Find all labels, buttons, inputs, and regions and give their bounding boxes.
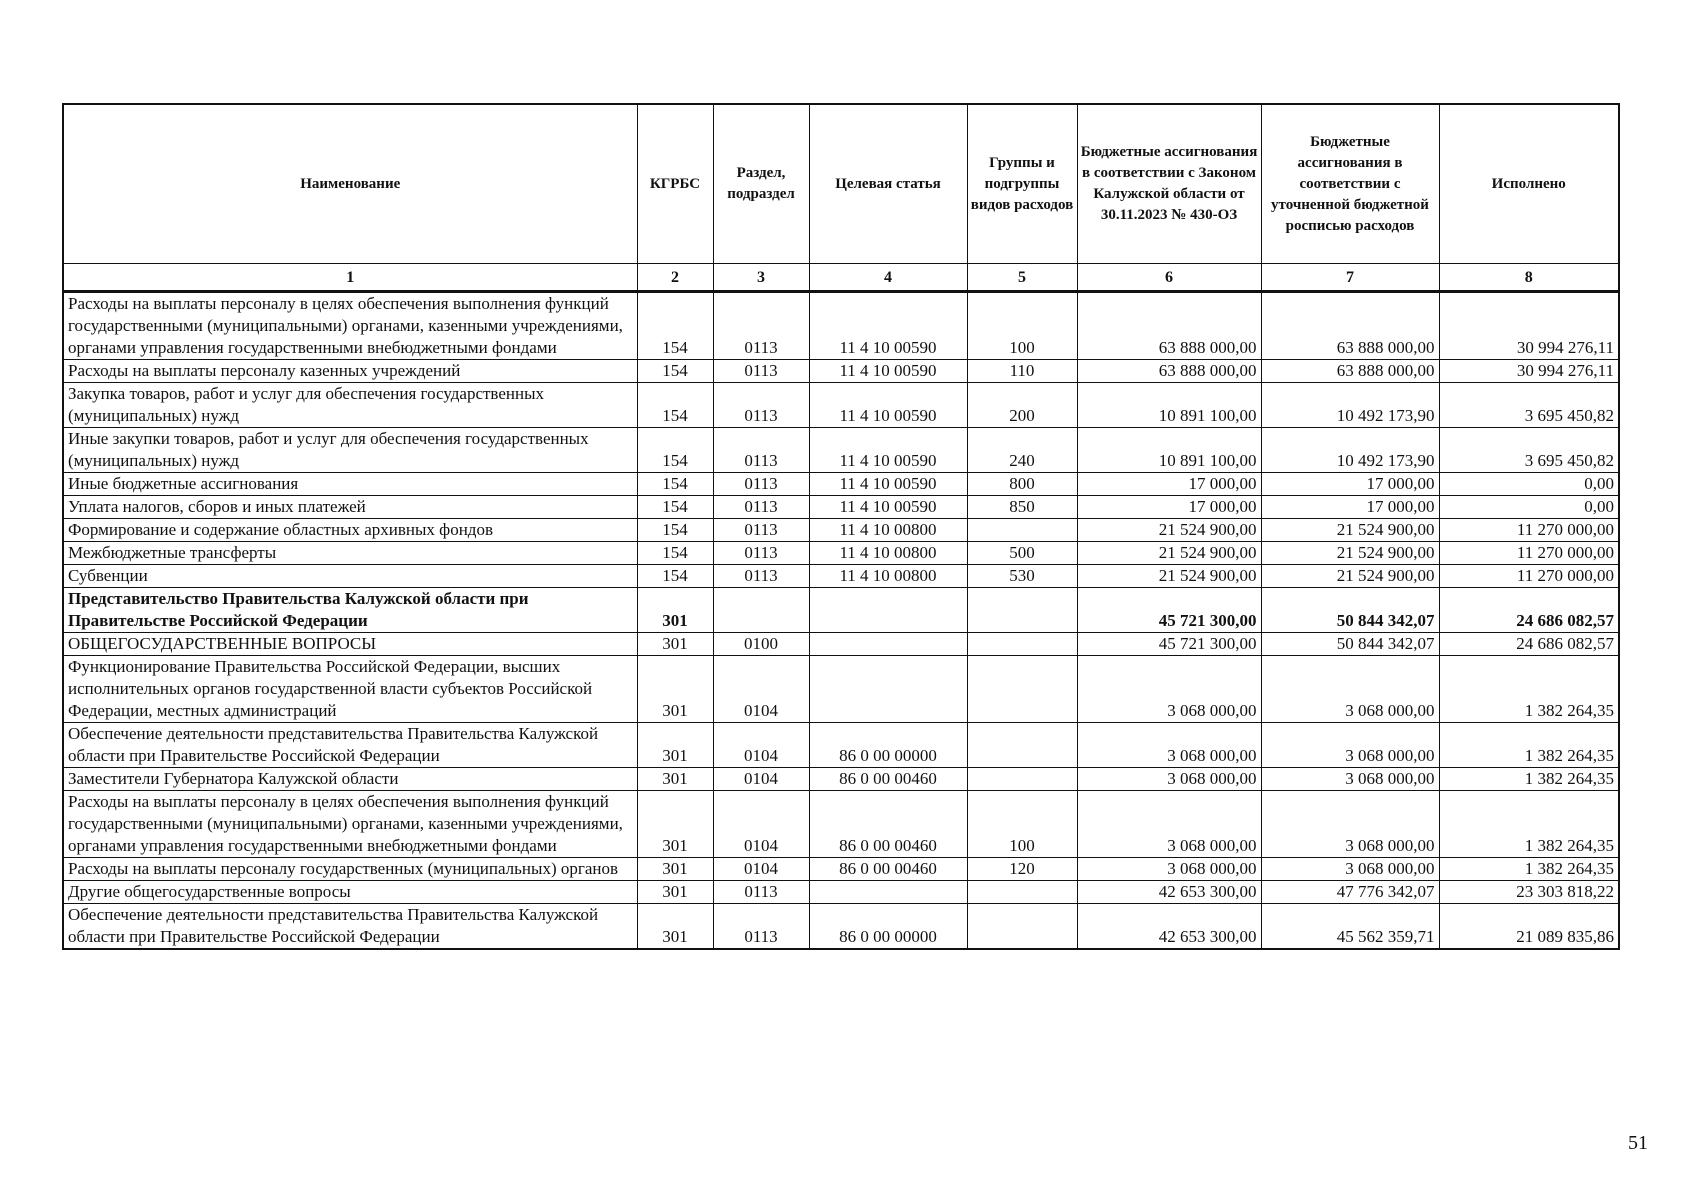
- row-ispolneno-cell: 3 695 450,82: [1439, 428, 1619, 473]
- row-zakon-cell: 42 653 300,00: [1077, 904, 1261, 950]
- budget-table: [62, 103, 1620, 950]
- row-razdel-cell: 0113: [713, 292, 809, 360]
- table-row: [63, 791, 1619, 858]
- row-name-cell: Заместители Губернатора Калужской области: [63, 768, 637, 791]
- row-razdel-cell: 0113: [713, 881, 809, 904]
- row-rospis-cell: 21 524 900,00: [1261, 519, 1439, 542]
- row-razdel-cell: 0113: [713, 473, 809, 496]
- row-vid-cell: [967, 768, 1077, 791]
- row-razdel-cell: 0113: [713, 904, 809, 950]
- row-statya-cell: 11 4 10 00590: [809, 360, 967, 383]
- row-rospis-cell: 45 562 359,71: [1261, 904, 1439, 950]
- row-statya-cell: [809, 656, 967, 723]
- row-name-cell: Функционирование Правительства Российской Федерации, высших исполнительных органов государственной власти субъектов Российской Федерации, местных администраций: [63, 656, 637, 723]
- row-kgrbs-cell: 301: [637, 768, 713, 791]
- row-name-cell: Расходы на выплаты персоналу государственных (муниципальных) органов: [63, 858, 637, 881]
- header-number: 8: [1439, 264, 1619, 292]
- header-number-row: [63, 264, 1619, 292]
- row-razdel-cell: 0113: [713, 542, 809, 565]
- header-ispolneno: Исполнено: [1439, 104, 1619, 264]
- row-vid-cell: 200: [967, 383, 1077, 428]
- row-ispolneno-cell: 1 382 264,35: [1439, 791, 1619, 858]
- header-statya: Целевая статья: [809, 104, 967, 264]
- row-kgrbs-cell: 154: [637, 428, 713, 473]
- row-name-cell: Расходы на выплаты персоналу казенных учреждений: [63, 360, 637, 383]
- table-row: [63, 292, 1619, 360]
- header-number: 2: [637, 264, 713, 292]
- row-rospis-cell: 3 068 000,00: [1261, 791, 1439, 858]
- table-row: [63, 656, 1619, 723]
- header-number: 7: [1261, 264, 1439, 292]
- row-name-cell: Представительство Правительства Калужской области при Правительстве Российской Федерации: [63, 588, 637, 633]
- table-row: [63, 565, 1619, 588]
- row-vid-cell: 100: [967, 791, 1077, 858]
- row-rospis-cell: 3 068 000,00: [1261, 858, 1439, 881]
- row-vid-cell: [967, 723, 1077, 768]
- table-body: [63, 292, 1619, 950]
- row-ispolneno-cell: 1 382 264,35: [1439, 723, 1619, 768]
- row-rospis-cell: 50 844 342,07: [1261, 588, 1439, 633]
- header-number: 6: [1077, 264, 1261, 292]
- table-row: [63, 633, 1619, 656]
- row-vid-cell: 530: [967, 565, 1077, 588]
- table-row: [63, 496, 1619, 519]
- row-vid-cell: [967, 881, 1077, 904]
- header-name: Наименование: [63, 104, 637, 264]
- row-name-cell: Закупка товаров, работ и услуг для обеспечения государственных (муниципальных) нужд: [63, 383, 637, 428]
- row-name-cell: Другие общегосударственные вопросы: [63, 881, 637, 904]
- table-row: [63, 542, 1619, 565]
- row-name-cell: ОБЩЕГОСУДАРСТВЕННЫЕ ВОПРОСЫ: [63, 633, 637, 656]
- row-razdel-cell: 0104: [713, 791, 809, 858]
- row-name-cell: Формирование и содержание областных архивных фондов: [63, 519, 637, 542]
- row-statya-cell: 11 4 10 00590: [809, 473, 967, 496]
- row-zakon-cell: 17 000,00: [1077, 473, 1261, 496]
- row-zakon-cell: 21 524 900,00: [1077, 565, 1261, 588]
- row-rospis-cell: 10 492 173,90: [1261, 428, 1439, 473]
- row-zakon-cell: 17 000,00: [1077, 496, 1261, 519]
- row-razdel-cell: 0113: [713, 383, 809, 428]
- row-kgrbs-cell: 154: [637, 496, 713, 519]
- row-name-cell: Обеспечение деятельности представительства Правительства Калужской области при Правительстве Российской Федерации: [63, 723, 637, 768]
- row-statya-cell: 11 4 10 00800: [809, 565, 967, 588]
- header-number: 1: [63, 264, 637, 292]
- row-zakon-cell: 3 068 000,00: [1077, 791, 1261, 858]
- row-razdel-cell: 0104: [713, 858, 809, 881]
- row-ispolneno-cell: 11 270 000,00: [1439, 519, 1619, 542]
- row-rospis-cell: 47 776 342,07: [1261, 881, 1439, 904]
- row-razdel-cell: 0113: [713, 428, 809, 473]
- row-rospis-cell: 63 888 000,00: [1261, 292, 1439, 360]
- row-kgrbs-cell: 154: [637, 360, 713, 383]
- row-zakon-cell: 10 891 100,00: [1077, 383, 1261, 428]
- row-rospis-cell: 3 068 000,00: [1261, 768, 1439, 791]
- row-statya-cell: 86 0 00 00460: [809, 791, 967, 858]
- table-row: [63, 428, 1619, 473]
- row-razdel-cell: [713, 588, 809, 633]
- header-number: 5: [967, 264, 1077, 292]
- row-ispolneno-cell: 30 994 276,11: [1439, 292, 1619, 360]
- row-name-cell: Иные бюджетные ассигнования: [63, 473, 637, 496]
- row-zakon-cell: 45 721 300,00: [1077, 588, 1261, 633]
- row-zakon-cell: 42 653 300,00: [1077, 881, 1261, 904]
- row-statya-cell: [809, 588, 967, 633]
- row-ispolneno-cell: 11 270 000,00: [1439, 565, 1619, 588]
- row-razdel-cell: 0104: [713, 768, 809, 791]
- header-zakon: Бюджетные ассигнования в соответствии с Законом Калужской области от 30.11.2023 № 430-ОЗ: [1077, 104, 1261, 264]
- row-zakon-cell: 21 524 900,00: [1077, 542, 1261, 565]
- row-ispolneno-cell: 24 686 082,57: [1439, 588, 1619, 633]
- row-rospis-cell: 21 524 900,00: [1261, 565, 1439, 588]
- row-zakon-cell: 63 888 000,00: [1077, 360, 1261, 383]
- row-ispolneno-cell: 1 382 264,35: [1439, 858, 1619, 881]
- row-ispolneno-cell: 23 303 818,22: [1439, 881, 1619, 904]
- table-row: [63, 723, 1619, 768]
- table-row: [63, 768, 1619, 791]
- row-kgrbs-cell: 301: [637, 633, 713, 656]
- row-zakon-cell: 3 068 000,00: [1077, 656, 1261, 723]
- row-ispolneno-cell: 0,00: [1439, 473, 1619, 496]
- row-zakon-cell: 21 524 900,00: [1077, 519, 1261, 542]
- row-razdel-cell: 0113: [713, 360, 809, 383]
- row-zakon-cell: 63 888 000,00: [1077, 292, 1261, 360]
- row-vid-cell: [967, 656, 1077, 723]
- row-ispolneno-cell: 3 695 450,82: [1439, 383, 1619, 428]
- row-ispolneno-cell: 11 270 000,00: [1439, 542, 1619, 565]
- row-zakon-cell: 3 068 000,00: [1077, 768, 1261, 791]
- row-kgrbs-cell: 301: [637, 791, 713, 858]
- page-number: 51: [1628, 1132, 1648, 1154]
- row-razdel-cell: 0104: [713, 656, 809, 723]
- table-row: [63, 360, 1619, 383]
- row-zakon-cell: 3 068 000,00: [1077, 723, 1261, 768]
- row-razdel-cell: 0113: [713, 519, 809, 542]
- row-rospis-cell: 17 000,00: [1261, 496, 1439, 519]
- row-statya-cell: 11 4 10 00590: [809, 292, 967, 360]
- row-rospis-cell: 3 068 000,00: [1261, 656, 1439, 723]
- row-kgrbs-cell: 154: [637, 292, 713, 360]
- row-kgrbs-cell: 154: [637, 542, 713, 565]
- row-kgrbs-cell: 154: [637, 519, 713, 542]
- row-razdel-cell: 0113: [713, 565, 809, 588]
- row-kgrbs-cell: 154: [637, 565, 713, 588]
- row-zakon-cell: 10 891 100,00: [1077, 428, 1261, 473]
- table-row: [63, 588, 1619, 633]
- row-statya-cell: 11 4 10 00800: [809, 519, 967, 542]
- row-kgrbs-cell: 154: [637, 383, 713, 428]
- row-statya-cell: 11 4 10 00590: [809, 383, 967, 428]
- table-row: [63, 858, 1619, 881]
- row-name-cell: Расходы на выплаты персоналу в целях обеспечения выполнения функций государственными (муниципальными) органами, казенными учреждениями, органами управления государственными внебюджетными фондами: [63, 791, 637, 858]
- row-rospis-cell: 3 068 000,00: [1261, 723, 1439, 768]
- row-rospis-cell: 63 888 000,00: [1261, 360, 1439, 383]
- row-rospis-cell: 21 524 900,00: [1261, 542, 1439, 565]
- row-kgrbs-cell: 301: [637, 858, 713, 881]
- row-ispolneno-cell: 21 089 835,86: [1439, 904, 1619, 950]
- row-vid-cell: [967, 633, 1077, 656]
- row-vid-cell: 120: [967, 858, 1077, 881]
- table-row: [63, 881, 1619, 904]
- row-rospis-cell: 17 000,00: [1261, 473, 1439, 496]
- row-razdel-cell: 0104: [713, 723, 809, 768]
- row-kgrbs-cell: 301: [637, 881, 713, 904]
- row-kgrbs-cell: 301: [637, 656, 713, 723]
- table-row: [63, 383, 1619, 428]
- row-statya-cell: 11 4 10 00590: [809, 496, 967, 519]
- row-vid-cell: [967, 519, 1077, 542]
- row-kgrbs-cell: 154: [637, 473, 713, 496]
- row-vid-cell: 100: [967, 292, 1077, 360]
- row-statya-cell: 86 0 00 00460: [809, 768, 967, 791]
- row-vid-cell: 800: [967, 473, 1077, 496]
- row-rospis-cell: 10 492 173,90: [1261, 383, 1439, 428]
- row-ispolneno-cell: 24 686 082,57: [1439, 633, 1619, 656]
- row-razdel-cell: 0113: [713, 496, 809, 519]
- row-kgrbs-cell: 301: [637, 588, 713, 633]
- row-vid-cell: [967, 904, 1077, 950]
- header-rospis: Бюджетные ассигнования в соответствии с уточненной бюджетной росписью расходов: [1261, 104, 1439, 264]
- row-statya-cell: 86 0 00 00000: [809, 723, 967, 768]
- header-number: 3: [713, 264, 809, 292]
- row-vid-cell: 240: [967, 428, 1077, 473]
- row-name-cell: Обеспечение деятельности представительства Правительства Калужской области при Правительстве Российской Федерации: [63, 904, 637, 950]
- row-name-cell: Иные закупки товаров, работ и услуг для обеспечения государственных (муниципальных) нужд: [63, 428, 637, 473]
- table-header: [63, 104, 1619, 292]
- row-statya-cell: 11 4 10 00800: [809, 542, 967, 565]
- row-statya-cell: [809, 633, 967, 656]
- row-vid-cell: 850: [967, 496, 1077, 519]
- row-vid-cell: [967, 588, 1077, 633]
- row-ispolneno-cell: 1 382 264,35: [1439, 656, 1619, 723]
- row-vid-cell: 110: [967, 360, 1077, 383]
- header-vid: Группы и подгруппы видов расходов: [967, 104, 1077, 264]
- header-razdel: Раздел, подраздел: [713, 104, 809, 264]
- table-row: [63, 904, 1619, 950]
- row-zakon-cell: 3 068 000,00: [1077, 858, 1261, 881]
- row-name-cell: Уплата налогов, сборов и иных платежей: [63, 496, 637, 519]
- row-ispolneno-cell: 1 382 264,35: [1439, 768, 1619, 791]
- row-razdel-cell: 0100: [713, 633, 809, 656]
- header-number: 4: [809, 264, 967, 292]
- row-kgrbs-cell: 301: [637, 723, 713, 768]
- row-statya-cell: 86 0 00 00460: [809, 858, 967, 881]
- table-row: [63, 519, 1619, 542]
- row-kgrbs-cell: 301: [637, 904, 713, 950]
- table-row: [63, 473, 1619, 496]
- row-name-cell: Межбюджетные трансферты: [63, 542, 637, 565]
- row-statya-cell: 11 4 10 00590: [809, 428, 967, 473]
- row-statya-cell: 86 0 00 00000: [809, 904, 967, 950]
- row-name-cell: Расходы на выплаты персоналу в целях обеспечения выполнения функций государственными (муниципальными) органами, казенными учреждениями, органами управления государственными внебюджетными фондами: [63, 292, 637, 360]
- row-vid-cell: 500: [967, 542, 1077, 565]
- row-ispolneno-cell: 30 994 276,11: [1439, 360, 1619, 383]
- row-zakon-cell: 45 721 300,00: [1077, 633, 1261, 656]
- header-kgrbs: КГРБС: [637, 104, 713, 264]
- row-statya-cell: [809, 881, 967, 904]
- row-ispolneno-cell: 0,00: [1439, 496, 1619, 519]
- row-name-cell: Субвенции: [63, 565, 637, 588]
- row-rospis-cell: 50 844 342,07: [1261, 633, 1439, 656]
